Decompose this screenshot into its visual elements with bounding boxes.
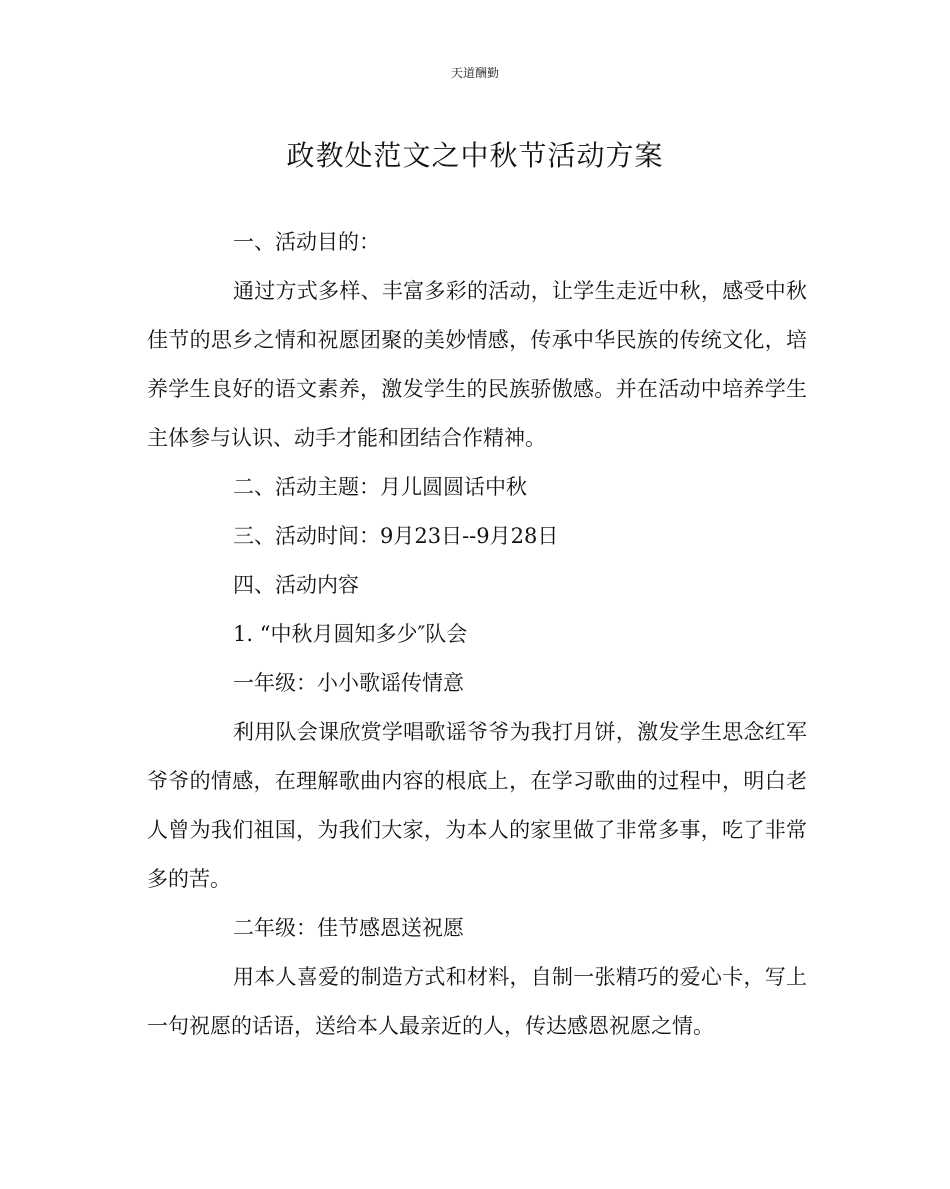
paragraph-first-grade: 利用队会课欣赏学唱歌谣爷爷为我打月饼，激发学生思念红军爷爷的情感，在理解歌曲内容的根底上，在学习歌曲的过程中，明白老人曾为我们祖国，为我们大家，为本人的家里做了非常多事，吃了非常多的苦。 xyxy=(147,720,807,891)
document-title: 政教处范文之中秋节活动方案 xyxy=(286,139,664,172)
section-heading-purpose: 一、活动目的： xyxy=(233,230,380,254)
section-heading-theme: 二、活动主题：月儿圆圆话中秋 xyxy=(233,475,527,499)
grade-heading-second: 二年级：佳节感恩送祝愿 xyxy=(233,916,464,940)
section-heading-content: 四、活动内容 xyxy=(233,573,359,597)
grade-heading-first: 一年级：小小歌谣传情意 xyxy=(233,671,464,695)
document-body xyxy=(147,218,807,1051)
page-header: 天道酬勤 xyxy=(450,66,499,80)
subsection-heading-team-meeting: 1. “中秋月圆知多少″队会 xyxy=(233,622,468,646)
paragraph-second-grade: 用本人喜爱的制造方式和材料，自制一张精巧的爱心卡，写上一句祝愿的话语，送给本人最亲近的人，传达感恩祝愿之情。 xyxy=(147,965,807,1038)
paragraph-purpose: 通过方式多样、丰富多彩的活动，让学生走近中秋，感受中秋佳节的思乡之情和祝愿团聚的美妙情感，传承中华民族的传统文化，培养学生良好的语文素养，激发学生的民族骄傲感。并在活动中培养学生主体参与认识、动手才能和团结合作精神。 xyxy=(147,279,807,450)
section-heading-time: 三、活动时间：9月23日--9月28日 xyxy=(233,524,559,548)
